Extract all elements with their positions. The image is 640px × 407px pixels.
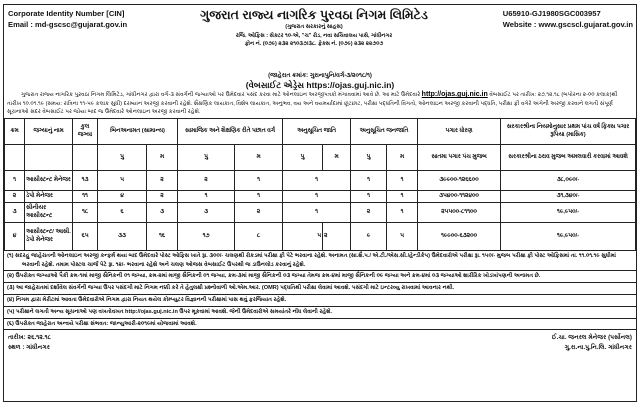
cin-number: U65910-GJ1980SGC003957 bbox=[502, 9, 601, 18]
col-general: બિનઅનામત (સામાન્ય) bbox=[98, 118, 178, 144]
footer bbox=[4, 330, 636, 354]
cell: ૧ bbox=[178, 190, 235, 202]
cell: ૩૧,૩૪૦/- bbox=[501, 190, 636, 202]
email: Email : md-gscsc@gujarat.gov.in bbox=[8, 20, 128, 29]
male-label: પુ bbox=[351, 144, 387, 170]
cell: ૩૯૯૦૦-૧૨૬૬૦૦ bbox=[418, 170, 501, 190]
note: (૫) પરીક્ષાને લગતી અન્ય સૂચનાઓ પણ વખતોવખત http://ojas.guj.nic.in ઉપર મૂકવામાં આવશે. જેની ઉમેદવારોએ સમયાંતરે નોંધ લેવાની રહેશે. bbox=[4, 307, 636, 319]
website: Website : www.gscscl.gujarat.gov.in bbox=[502, 20, 633, 29]
cell: ૧૮ bbox=[73, 202, 98, 222]
note: (૬) ઉપરોક્ત જાહેરાત અન્વયે પરીક્ષા સંભવત: જાન્યુઆરી-૨૦૧૯માં યોજવામાં આવશે. bbox=[4, 319, 636, 331]
table-row bbox=[5, 222, 636, 250]
cell: ૧ bbox=[235, 170, 283, 190]
cell: ૨૫૫૦૦-૮૧૧૦૦ bbox=[418, 202, 501, 222]
cell: ૧૯૯૦૦-૬૩૨૦૦ bbox=[418, 222, 501, 250]
cell: ૨ bbox=[323, 222, 351, 250]
cell: ૨ bbox=[351, 202, 387, 222]
vacancy-table bbox=[4, 118, 636, 251]
cell: ૧૧ bbox=[73, 190, 98, 202]
intro-text: વેબસાઈટ પર તારીખ: ૨૭.૧૨.૧૮ (બપોરના ૨-૦૦ કલાક)થી તારીખ ૧૦.૦૧.૧૯ (સમય: રાત્રિના ૧૧-૫૯ કલાક સુધી) દરમ્યાન અરજી કરવાની રહેશે. શૈક્ષણિક લાયકાત, વિશેષ લાયકાત, અનુભવ, વય અને વયમર્યાદામાં છૂટછાટ, પરીક્ષા પદ્ધતિની વિગતો, ઓનલાઇન અરજી કરવાની પદ્ધતિ, પરીક્ષા ફી વગેરે અંગેની અરજી કરવાને લગતી સંપૂર્ણ સૂચનાઓ સદર વેબસાઈટ પર જોયા બાદ જ ઉમેદવારે ઓનલાઇન અરજી કરવાની રહેશે. bbox=[7, 92, 618, 116]
address: રજિ. ઓફિસ : સેક્ટર ૧૦-એ, "ચ" રોડ, નવા સચિવાલય પાસે, ગાંધીનગર bbox=[235, 32, 393, 39]
letterhead bbox=[4, 5, 636, 75]
cell: ૧ bbox=[387, 170, 418, 190]
intro-paragraph bbox=[4, 91, 636, 117]
signatory-title: ઈ.ચા. જનરલ મેનેજર (પર્સોનલ) bbox=[551, 334, 632, 342]
cell: ૯ bbox=[351, 222, 387, 250]
fixed-note: સરકારશ્રીના ઠરાવ મુજબ અમલવારી કરવામાં આવશે bbox=[501, 144, 636, 170]
male-label: પુ bbox=[283, 144, 323, 170]
cell: ૧ bbox=[5, 170, 25, 190]
col-name: જગ્યાનું નામ bbox=[25, 118, 73, 144]
cell: આસીસ્ટન્ટ/ આસી. ડેપો મેનેજર bbox=[25, 222, 73, 250]
cell: ૮ bbox=[235, 222, 283, 250]
org-sub: (ગુજરાત સરકારનું સાહસ) bbox=[285, 24, 343, 30]
cell: ૧૩ bbox=[73, 170, 98, 190]
pay-note: સાતમા પગાર પંચ મુજબ bbox=[418, 144, 501, 170]
cell: ૩૫૪૦૦-૧૧૨૪૦૦ bbox=[418, 190, 501, 202]
table-row bbox=[5, 170, 636, 190]
cell: ૪ bbox=[5, 222, 25, 250]
cell: ૧ bbox=[351, 190, 387, 202]
table-row bbox=[5, 202, 636, 222]
place: સ્થળ : ગાંધીનગર bbox=[8, 344, 50, 352]
ojas-link[interactable]: http://ojas.guj.nic.in bbox=[421, 91, 488, 98]
cell: ૧ bbox=[283, 190, 351, 202]
cell: ૧૭ bbox=[178, 222, 235, 250]
phone: ફોન નં. (૦૭૯) ૨૩૨ ૨૧૦૩૭/૩૮. ફેક્સ નં. (૦૭૯) ૨૩૨ ૨૨૭૦૭ bbox=[244, 41, 384, 47]
col-st: અનુસૂચિત જનજાતિ bbox=[351, 118, 418, 144]
signatory-org: ગુ.રા.ના.પુ.નિ.લિ. ગાંધીનગર bbox=[564, 344, 632, 352]
cell: ૫ bbox=[98, 170, 147, 190]
cell: ૩૮,૦૯૦/- bbox=[501, 170, 636, 190]
recruitment-notice bbox=[3, 4, 637, 402]
table-row bbox=[5, 190, 636, 202]
cell: ડેપો મેનેજર bbox=[25, 190, 73, 202]
cell: ૧ bbox=[235, 190, 283, 202]
cell: ૨ bbox=[147, 190, 178, 202]
cell: ૧ bbox=[387, 202, 418, 222]
female-label: મ bbox=[323, 144, 351, 170]
female-label: મ bbox=[387, 144, 418, 170]
cell: ૧૯,૯૫૦/- bbox=[501, 222, 636, 250]
note: (૪) નિગમ દ્વારા મેરીટમાં આવતા ઉમેદવારોએ નિગમ દ્વારા નિયત થયેલ કોમ્પ્યુટર વિજ્ઞાનની પરીક્ષામાં પાસ થવું ફરજિયાત રહેશે. bbox=[4, 295, 636, 307]
col-sebc: સામાજિક અને શૈક્ષણિક રીતે પછાત વર્ગ bbox=[178, 118, 283, 144]
cell: ૨ bbox=[235, 202, 283, 222]
cell: ૩ bbox=[5, 202, 25, 222]
col-fixed: સરકારશ્રીના નિયમોનુસાર પ્રથમ પાંચ વર્ષ ફિક્સ પગાર રૂપિયા (માસિક) bbox=[501, 118, 636, 144]
note: (૩) આ જાહેરાતમાં દર્શાવેલ સંવર્ગની જગ્યા ઉપર પસંદગી માટે નિગમ નક્કી કરે તે હેતુલક્ષી પ્રશ્નોવાળી ઓ.એમ.આર. (OMR) પદ્ધતિથી પરીક્ષા લેવામાં આવશે. પસંદગી માટે ઇન્ટરવ્યુ રાખવામાં આવનાર નથી. bbox=[4, 283, 636, 295]
female-label: મ bbox=[147, 144, 178, 170]
female-label: મ bbox=[235, 144, 283, 170]
cin-label: Corporate Identity Number [CIN] bbox=[8, 9, 125, 18]
col-pay: પગાર ધોરણ bbox=[418, 118, 501, 144]
cell: ૪ bbox=[98, 190, 147, 202]
cell: ૧૯,૯૫૦/- bbox=[501, 202, 636, 222]
cell: સીનીયર આસીસ્ટન્ટ bbox=[25, 202, 73, 222]
cell: ૧ bbox=[387, 190, 418, 202]
cell: ૬૫ bbox=[73, 222, 98, 250]
note: (૧) સદરહુ જાહેરાતની ઓનલાઇન અરજી કન્ફર્મ થયા બાદ ઉમેદવારે પોસ્ટ ઓફિસ ખાતે રૂા. ૩૦૦/- ચલણથી રોકડમાં પરીક્ષા ફી પેટે ભરવાના રહેશે. અનામત (સા.શૈ.પ./ એ.ટી./એસ.સી./હેન્ડીકેપ) ઉમેદવારોએ પરીક્ષા રૂા. ૧૫૦/- મુજબ પરીક્ષા ફી પોસ્ટ ઓફિસમાં તા. ૧૧.૦૧.૧૯ સુધીમાં ભરવાની રહેશે. તમામ પોસ્ટલ ચાર્જ પેટે રૂા. ૧૨/- ભરવાના રહેશે અને ચલણ ઓજસ વેબસાઈટ ઉપરથી જ ડાઉનલોડ કરવાનું રહેશે. bbox=[4, 251, 636, 272]
cell: ૩ bbox=[147, 202, 178, 222]
cell: ૩ bbox=[178, 202, 235, 222]
ad-number: (જાહેરાત ક્રમાંક: ગુરાનાપુનિ/વર્ગ-૩/૨૦૧૮/૧) bbox=[268, 73, 372, 79]
cell: ૫ bbox=[387, 222, 418, 250]
cell: ૨ bbox=[147, 170, 178, 190]
note: (૨) ઉપરોક્ત જગ્યાઓ પૈકી ક્રમ-૧માં માજી સૈનિકની ૦૧ જગ્યા, ક્રમ-૨માં માજી સૈનિકની ૦૧ જગ્યા, ક્રમ-૩માં માજી સૈનિકની ૦૩ જગ્યા તેમજ ક્રમ-૪માં માજી સૈનિકની ૦૯ જગ્યા અને ક્રમ-૪માં ૦૩ જગ્યાઓ શારીરિક ખોડખાંપણની અનામત છે. bbox=[4, 271, 636, 283]
notes bbox=[4, 251, 636, 331]
cell: ૨ bbox=[178, 170, 235, 190]
cell: ૧ bbox=[283, 202, 351, 222]
male-label: પુ bbox=[98, 144, 147, 170]
cell: આસીસ્ટન્ટ મેનેજર bbox=[25, 170, 73, 190]
date: તારીખ: ૨૬.૧૨.૧૮ bbox=[8, 334, 52, 342]
cell: ૧ bbox=[351, 170, 387, 190]
cell: ૧ bbox=[283, 170, 351, 190]
cell: ૫ bbox=[283, 222, 323, 250]
intro-text: ગુજરાત રાજ્ય નાગરિક પુરવઠા નિગમ લિમિટેડ, ગાંધીનગર દ્વારા વર્ગ-૩ સંવર્ગની જગ્યાઓ પર ઉમેદવાર પસંદ કરવા માટે ઓનલાઇન અરજીપત્રકો મંગાવવામાં આવે છે. આ માટે ઉમેદવારે bbox=[21, 92, 422, 98]
cell: ૧૬ bbox=[147, 222, 178, 250]
website-address: (વેબસાઈટ એડ્રેસ https://ojas.guj.nic.in) bbox=[245, 80, 395, 90]
cell: ૨ bbox=[5, 190, 25, 202]
col-sc: અનુસૂચિત જાતિ bbox=[283, 118, 351, 144]
col-no: ક્રમ bbox=[5, 118, 25, 144]
col-total: કુલ જગ્યા bbox=[73, 118, 98, 144]
male-label: પુ bbox=[178, 144, 235, 170]
cell: ૬ bbox=[98, 202, 147, 222]
cell: ૩૩ bbox=[98, 222, 147, 250]
org-name: ગુજરાત રાજ્ય નાગરિક પુરવઠા નિગમ લિમિટેડ bbox=[200, 8, 428, 22]
